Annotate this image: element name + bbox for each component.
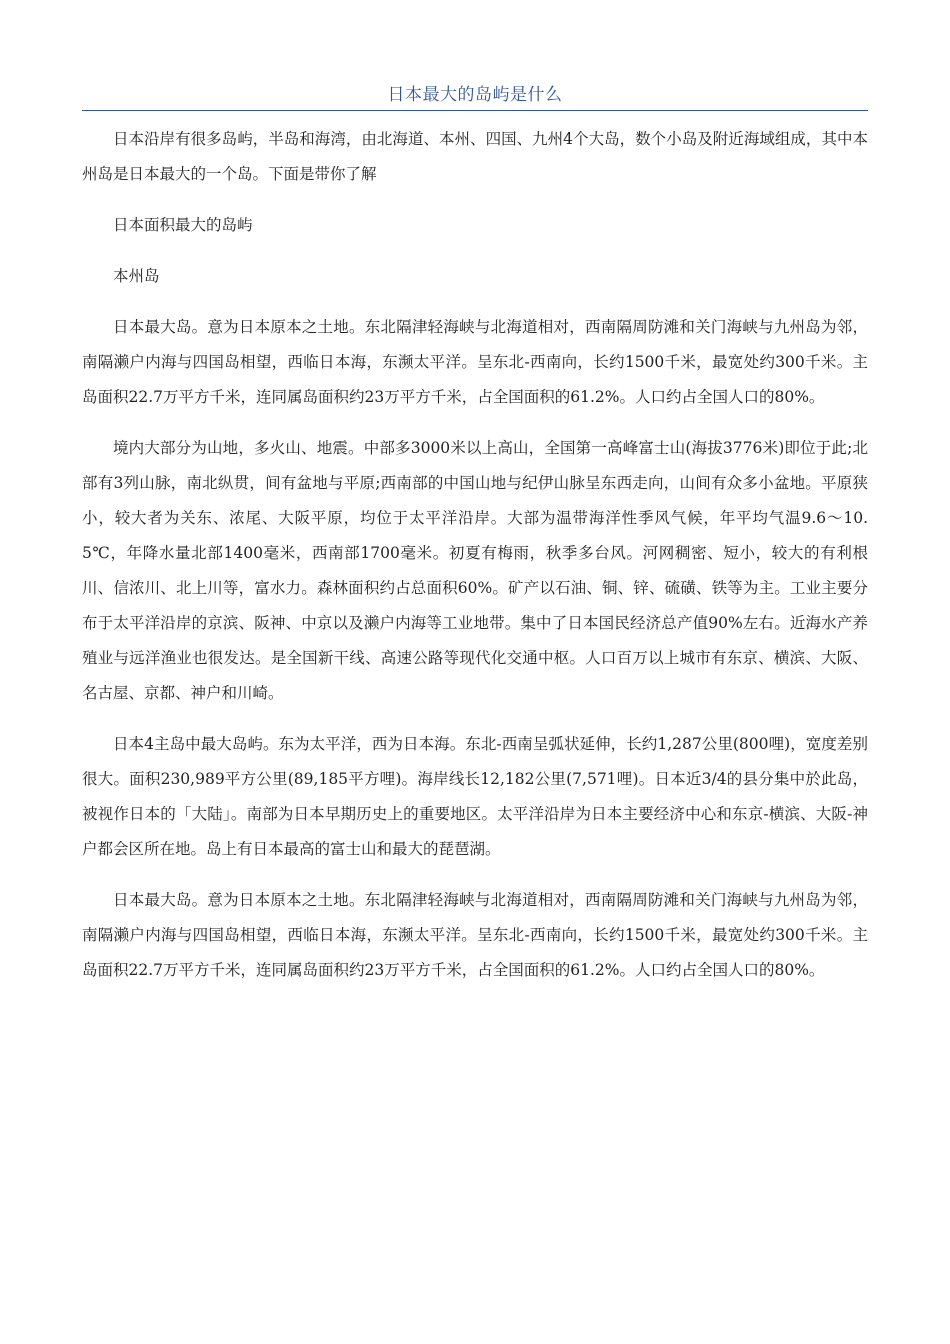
intro-paragraph: 日本沿岸有很多岛屿，半岛和海湾，由北海道、本州、四国、九州4个大岛，数个小岛及附近海域组成，其中本州岛是日本最大的一个岛。下面是带你了解 — [82, 130, 868, 183]
honshu-main-island-paragraph: 日本4主岛中最大岛屿。东为太平洋，西为日本海。东北-西南呈弧状延伸，长约1,287公里(800哩)，宽度差别很大。面积230,989平方公里(89,185平方哩)。海岸线长12,182公里(7,571哩)。日本近3/4的县分集中於此岛，被视作日本的「大陆」。南部为日本早期历史上的重要地区。太平洋沿岸为日本主要经济中心和东京-横滨、大阪-神户都会区所在地。岛上有日本最高的富士山和最大的琵琶湖。 — [82, 735, 868, 858]
paragraph-spacer — [82, 294, 868, 310]
honshu-overview-paragraph: 日本最大岛。意为日本原本之土地。东北隔津轻海峡与北海道相对，西南隔周防滩和关门海峡与九州岛为邻，南隔濑户内海与四国岛相望，西临日本海，东濒太平洋。呈东北-西南向，长约1500千米，最宽处约300千米。主岛面积22.7万平方千米，连同属岛面积约23万平方千米，占全国面积的61.2%。人口约占全国人口的80%。 — [82, 318, 868, 406]
paragraph-spacer — [82, 243, 868, 259]
paragraph-spacer — [82, 711, 868, 727]
document-body — [82, 122, 868, 988]
honshu-geography-paragraph: 境内大部分为山地，多火山、地震。中部多3000米以上高山，全国第一高峰富士山(海拔3776米)即位于此;北部有3列山脉，南北纵贯，间有盆地与平原;西南部的中国山地与纪伊山脉呈东西走向，山间有众多小盆地。平原狭小，较大者为关东、浓尾、大阪平原，均位于太平洋沿岸。大部为温带海洋性季风气候，年平均气温9.6～10.5℃，年降水量北部1400毫米，西南部1700毫米。初夏有梅雨，秋季多台风。河网稠密、短小，较大的有利根川、信浓川、北上川等，富水力。森林面积约占总面积60%。矿产以石油、铜、锌、硫磺、铁等为主。工业主要分布于太平洋沿岸的京滨、阪神、中京以及濑户内海等工业地带。集中了日本国民经济总产值90%左右。近海水产养殖业与远洋渔业也很发达。是全国新干线、高速公路等现代化交通中枢。人口百万以上城市有东京、横滨、大阪、名古屋、京都、神户和川崎。 — [82, 439, 868, 702]
section-heading-honshu: 本州岛 — [113, 267, 160, 285]
section-heading-largest-island: 日本面积最大的岛屿 — [113, 216, 253, 234]
honshu-repeat-paragraph: 日本最大岛。意为日本原本之土地。东北隔津轻海峡与北海道相对，西南隔周防滩和关门海峡与九州岛为邻，南隔濑户内海与四国岛相望，西临日本海，东濒太平洋。呈东北-西南向，长约1500千米，最宽处约300千米。主岛面积22.7万平方千米，连同属岛面积约23万平方千米，占全国面积的61.2%。人口约占全国人口的80%。 — [82, 891, 868, 979]
page-title: 日本最大的岛屿是什么 — [387, 85, 563, 105]
paragraph-spacer — [82, 415, 868, 431]
page-header — [82, 82, 868, 111]
paragraph-spacer — [82, 867, 868, 883]
paragraph-spacer — [82, 192, 868, 208]
